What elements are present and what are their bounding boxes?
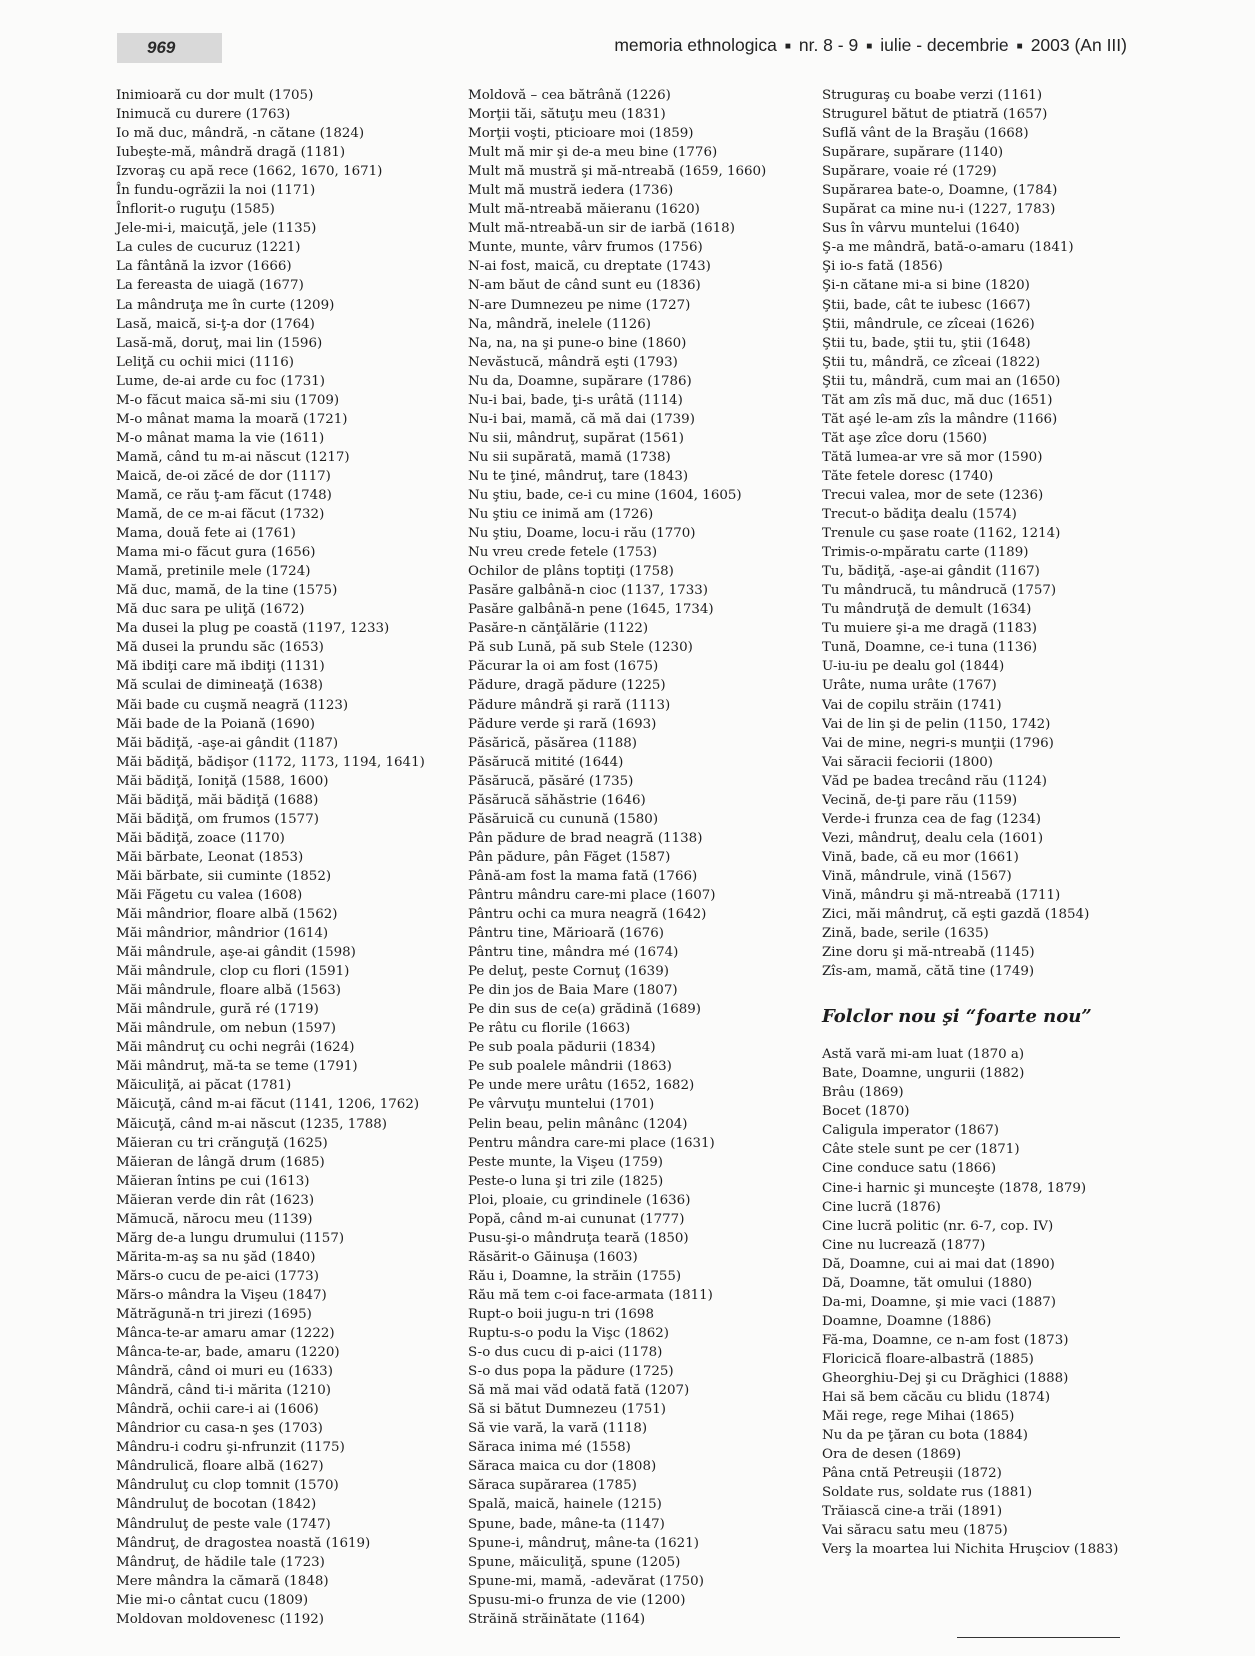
index-entry: Mărs-o mândra la Vişeu (1847)	[116, 1287, 327, 1303]
index-entry: Să mă mai văd odată fată (1207)	[468, 1383, 690, 1399]
index-entry: S-o dus cucu di p-aici (1178)	[468, 1345, 663, 1361]
index-entry: Mă duc, mamă, de la tine (1575)	[116, 583, 338, 599]
index-entry: Supărarea bate-o, Doamne, (1784)	[822, 183, 1058, 199]
index-entry: Bocet (1870)	[822, 1104, 910, 1120]
index-entry: Măi mândrule, om nebun (1597)	[116, 1021, 337, 1037]
index-entry: La cules de cucuruz (1221)	[116, 240, 301, 256]
index-entry: Trecut-o bădiţa dealu (1574)	[822, 507, 1017, 523]
index-entry: Să si bătut Dumnezeu (1751)	[468, 1402, 667, 1418]
index-entry: Dă, Doamne, tăt omului (1880)	[822, 1275, 1033, 1291]
index-entry: Mândră, ochii care-i ai (1606)	[116, 1402, 319, 1418]
index-entry: Tăt aşe zîce doru (1560)	[822, 430, 988, 446]
index-entry: Mândruluţ de peste vale (1747)	[116, 1516, 331, 1532]
index-entry: Înflorit-o ruguţu (1585)	[116, 202, 275, 218]
index-entry: Tăt am zîs mă duc, mă duc (1651)	[822, 392, 1053, 408]
index-entry: M-o mânat mama la vie (1611)	[116, 430, 325, 446]
index-entry: Vecină, de-ţi pare rău (1159)	[822, 792, 1018, 808]
index-entry: Mânca-te-ar amaru amar (1222)	[116, 1326, 335, 1342]
index-entry: Pentru mândra care-mi place (1631)	[468, 1135, 715, 1151]
index-entry: Mie mi-o cântat cucu (1809)	[116, 1592, 309, 1608]
index-entry: Mătrăgună-n tri jirezi (1695)	[116, 1307, 312, 1322]
index-entry: Pădure verde şi rară (1693)	[468, 716, 657, 732]
index-entry: La mândruţa me în curte (1209)	[116, 297, 335, 313]
index-entry: Pe sub poala pădurii (1834)	[468, 1040, 656, 1056]
index-entry: Mamă, ce rău ţ-am făcut (1748)	[116, 487, 332, 503]
index-entry: Măi mândrule, gură ré (1719)	[116, 1002, 319, 1018]
index-entry: Măi bădiţă, bădişor (1172, 1173, 1194, 1641)	[116, 754, 425, 770]
index-entry: M-o mânat mama la moară (1721)	[116, 411, 348, 427]
index-entry: Ochilor de plâns toptiţi (1758)	[468, 564, 674, 580]
index-entry: Măi mândrior, mândrior (1614)	[116, 926, 329, 942]
index-entry: Fă-ma, Doamne, ce n-am fost (1873)	[822, 1332, 1069, 1348]
index-entry: N-are Dumnezeu pe nime (1727)	[468, 297, 691, 313]
index-entry: Măi bădiţă, om frumos (1577)	[116, 811, 319, 827]
index-entry: Măi bărbate, Leonat (1853)	[116, 849, 304, 865]
index-entry: Supărare, voaie ré (1729)	[822, 164, 997, 180]
index-entry: Măi mândrior, floare albă (1562)	[116, 907, 338, 923]
index-entry: Cine-i harnic şi munceşte (1878, 1879)	[822, 1180, 1087, 1196]
separator-icon: ■	[784, 41, 791, 52]
index-entry: Strugurel bătut de ptiatră (1657)	[822, 107, 1048, 123]
index-entry: Tăt aşé le-am zîs la mândre (1166)	[822, 411, 1058, 427]
index-entry: Vai săracu satu meu (1875)	[822, 1523, 1008, 1539]
index-entry: Spune-i, mândruţ, mâne-ta (1621)	[468, 1535, 699, 1551]
index-entry: Până-am fost la mama fată (1766)	[468, 868, 698, 884]
index-entry: Vină, mândru şi mă-ntreabă (1711)	[822, 887, 1061, 903]
index-entry: Ruptu-s-o podu la Vişc (1862)	[468, 1326, 670, 1342]
index-entry: Pe sub poalele mândrii (1863)	[468, 1059, 672, 1075]
journal-info	[614, 33, 1127, 59]
index-entry: Nu sii supărată, mamă (1738)	[468, 449, 671, 465]
index-entry: Ma dusei la plug pe coastă (1197, 1233)	[116, 621, 390, 637]
index-entry: Trenule cu şase roate (1162, 1214)	[822, 526, 1061, 542]
index-entry: Nu-i bai, bade, ţi-s urâtă (1114)	[468, 392, 683, 408]
index-column-1	[116, 86, 446, 1629]
index-entry: Păcurar la oi am fost (1675)	[468, 659, 659, 675]
index-entry: N-am băut de când sunt eu (1836)	[468, 278, 701, 294]
index-entry: Măieran verde din rât (1623)	[116, 1192, 315, 1208]
index-entry: Popă, când m-ai cununat (1777)	[468, 1211, 685, 1227]
index-entry: Măi bădiţă, Ioniţă (1588, 1600)	[116, 773, 329, 789]
index-entry: Câte stele sunt pe cer (1871)	[822, 1142, 1020, 1158]
index-entry: Lasă, maică, si-ţ-a dor (1764)	[116, 316, 315, 332]
index-entry: Mărita-m-aş sa nu şăd (1840)	[116, 1249, 316, 1265]
index-entry: Străină străinătate (1164)	[468, 1611, 646, 1627]
section-items	[822, 1045, 1162, 1559]
index-entry: Tătă lumea-ar vre să mor (1590)	[822, 449, 1043, 465]
index-entry: Ştii tu, mândră, cum mai an (1650)	[822, 373, 1061, 389]
index-entry: Măieran întins pe cui (1613)	[116, 1173, 310, 1189]
index-entry: Caligula imperator (1867)	[822, 1123, 1000, 1139]
index-entry: Mult mă mustră iedera (1736)	[468, 183, 674, 199]
index-entry: Iubeşte-mă, mândră dragă (1181)	[116, 145, 346, 161]
index-entry: Mamă, de ce m-ai făcut (1732)	[116, 507, 325, 523]
index-entry: Pasăre-n cănţălărie (1122)	[468, 621, 649, 637]
index-entry: Pân pădure, pân Făget (1587)	[468, 849, 671, 865]
index-entry: Mere mândra la cămară (1848)	[116, 1573, 329, 1589]
index-entry: Mama, două fete ai (1761)	[116, 526, 296, 542]
index-entry: Strugurаş cu boabe verzi (1161)	[822, 88, 1043, 103]
index-entry: Văd pe badea trecând rău (1124)	[822, 773, 1047, 789]
index-entry: Trecui valea, mor de sete (1236)	[822, 487, 1044, 503]
index-entry: Ştii, bade, cât te iubesc (1667)	[822, 297, 1031, 313]
index-entry: Măicuţă, când m-ai născut (1235, 1788)	[116, 1116, 388, 1132]
index-entry: Măi mândrule, floare albă (1563)	[116, 983, 342, 999]
index-column-3	[822, 86, 1162, 1559]
index-entry: Urâte, numa urâte (1767)	[822, 678, 997, 694]
journal-year: 2003 (An III)	[1030, 35, 1127, 55]
index-entry: Spune, bade, mâne-ta (1147)	[468, 1516, 665, 1532]
index-entry: Zîs-am, mamă, cătă tine (1749)	[822, 964, 1035, 980]
index-entry: Pădure mândră şi rară (1113)	[468, 697, 671, 713]
index-entry: Leliţă cu ochii mici (1116)	[116, 354, 294, 370]
index-entry: Spune, măiculiţă, spune (1205)	[468, 1554, 681, 1570]
index-entry: Măi bărbate, sii cuminte (1852)	[116, 868, 332, 884]
index-entry: Măi bade cu cuşmă neagră (1123)	[116, 697, 349, 713]
index-entry: Vai de lin şi de pelin (1150, 1742)	[822, 716, 1051, 732]
separator-icon: ■	[866, 41, 873, 52]
index-entry: Măicuţă, când m-ai făcut (1141, 1206, 1762)	[116, 1097, 420, 1113]
index-entry: Nu da, Doamne, supărare (1786)	[468, 373, 692, 389]
index-entry: Tăte fetele doresc (1740)	[822, 468, 994, 484]
index-entry: Măi mândrule, clop cu flori (1591)	[116, 964, 350, 980]
index-entry: Pădure, dragă pădure (1225)	[468, 678, 666, 694]
index-entry: Săraca supărarea (1785)	[468, 1478, 637, 1494]
index-entry: Inimucă cu durere (1763)	[116, 107, 291, 123]
index-entry: Măi bădiţă, măi bădiţă (1688)	[116, 792, 319, 808]
index-entry: Verde-i frunza cea de fag (1234)	[822, 811, 1041, 827]
index-entry: Vină, mândrule, vină (1567)	[822, 868, 1012, 884]
index-entry: Ş-a me mândră, bată-o-amaru (1841)	[822, 240, 1074, 256]
index-entry: Pântru tine, Mărioară (1676)	[468, 926, 664, 942]
index-entry: Păsărucă mitité (1644)	[468, 754, 624, 770]
index-entry: Spusu-mi-o frunza de vie (1200)	[468, 1592, 686, 1608]
index-entry: Mă dusei la prundu săc (1653)	[116, 640, 324, 656]
index-entry: Vezi, mândruţ, dealu cela (1601)	[822, 830, 1044, 846]
index-entry: Verş la moartea lui Nichita Hruşciov (1883)	[822, 1542, 1119, 1558]
page-header	[0, 0, 1255, 75]
index-entry: Mărs-o cucu de pe-aici (1773)	[116, 1268, 319, 1284]
index-entry: Păsărucă, păsăré (1735)	[468, 773, 634, 789]
index-entry: Na, mândră, inelele (1126)	[468, 316, 652, 332]
index-entry: Rău mă tem c-oi face-armata (1811)	[468, 1287, 713, 1303]
index-entry: Mândru-i codru şi-nfrunzit (1175)	[116, 1440, 345, 1456]
index-entry: Pâna cntă Petreuşii (1872)	[822, 1466, 1002, 1482]
index-entry: Nu ştiu ce inimă am (1726)	[468, 507, 654, 523]
index-entry: S-o dus popa la pădure (1725)	[468, 1364, 674, 1380]
index-entry: Nu ştiu, Doame, locu-i rău (1770)	[468, 526, 696, 542]
index-entry: Bate, Doamne, ungurii (1882)	[822, 1066, 1025, 1082]
index-entry: Cine nu lucrează (1877)	[822, 1237, 986, 1253]
index-entry: Pântru mândru care-mi place (1607)	[468, 887, 716, 903]
index-entry: Mânca-te-ar, bade, amaru (1220)	[116, 1345, 340, 1361]
index-entry: Izvoraş cu apă rece (1662, 1670, 1671)	[116, 164, 383, 180]
separator-icon: ■	[1016, 41, 1023, 52]
index-entry: Pe vârvuţu muntelui (1701)	[468, 1097, 655, 1113]
index-entry: Mult mă mustră şi mă-ntreabă (1659, 1660)	[468, 164, 767, 180]
index-entry: Mă duc sara pe uliţă (1672)	[116, 602, 305, 618]
index-entry: Moldovă – cea bătrână (1226)	[468, 88, 671, 103]
index-entry: Cine lucră (1876)	[822, 1199, 941, 1215]
index-entry: Na, na, na şi pune-o bine (1860)	[468, 335, 687, 351]
index-entry: Măieran de lângă drum (1685)	[116, 1154, 325, 1170]
index-entry: Măi mândruţ, mă-ta se teme (1791)	[116, 1059, 358, 1075]
index-entry: Doamne, Doamne (1886)	[822, 1313, 992, 1329]
page-number: 969	[117, 33, 222, 63]
index-entry: Spune-mi, mamă, -adevărat (1750)	[468, 1573, 704, 1589]
index-entry: Spală, maică, hainele (1215)	[468, 1497, 662, 1513]
index-entry: Nu da pe ţăran cu bota (1884)	[822, 1428, 1028, 1444]
index-entry: Inimioară cu dor mult (1705)	[116, 88, 314, 103]
index-entry: Supărat ca mine nu-i (1227, 1783)	[822, 202, 1056, 218]
index-entry: Mândrulică, floare albă (1627)	[116, 1459, 324, 1475]
index-entry: Nevăstucă, mândră eşti (1793)	[468, 354, 678, 370]
index-entry: Lume, de-ai arde cu foc (1731)	[116, 373, 326, 389]
index-entry: Mult mă-ntreabă-un sir de iarbă (1618)	[468, 221, 735, 237]
index-entry: Pusu-şi-o mândruţa teară (1850)	[468, 1230, 689, 1246]
index-entry: Mămucă, nărocu meu (1139)	[116, 1211, 313, 1227]
index-entry: La fereasta de uiagă (1677)	[116, 278, 304, 294]
index-entry: Supărare, supărare (1140)	[822, 145, 1004, 161]
index-entry: Zină, bade, serile (1635)	[822, 926, 989, 942]
index-entry: Rău i, Doamne, la străin (1755)	[468, 1268, 682, 1284]
index-entry: Suflă vânt de la Braşău (1668)	[822, 126, 1029, 142]
index-entry: La fântână la izvor (1666)	[116, 259, 292, 275]
index-entry: Mama mi-o făcut gura (1656)	[116, 545, 316, 561]
index-entry: Nu te ţiné, mândruţ, tare (1843)	[468, 468, 689, 484]
index-entry: Mamă, pretinile mele (1724)	[116, 564, 311, 580]
section-title: Folclor nou şi “foarte nou”	[822, 1006, 1092, 1028]
index-entry: Cine lucră politic (nr. 6-7, cop. IV)	[822, 1218, 1054, 1234]
index-entry: Maică, de-oi zăcé de dor (1117)	[116, 468, 331, 484]
index-entry: Nu-i bai, mamă, că mă dai (1739)	[468, 411, 695, 427]
index-entry: Pân pădure de brad neagră (1138)	[468, 830, 703, 846]
index-entry: Tu muiere şi-a me dragă (1183)	[822, 621, 1038, 637]
index-entry: Pe deluţ, peste Cornuţ (1639)	[468, 964, 669, 980]
index-entry: Măi Făgetu cu valea (1608)	[116, 887, 303, 903]
index-entry: Morţii voşti, pticioare moi (1859)	[468, 126, 694, 142]
index-entry: În fundu-ogrăzii la noi (1171)	[116, 183, 316, 199]
index-entry: Trăiască cine-a trăi (1891)	[822, 1504, 1003, 1520]
index-entry: Vai de mine, negri-s munţii (1796)	[822, 735, 1054, 751]
index-entry: Măi rege, rege Mihai (1865)	[822, 1409, 1015, 1425]
index-entry: Măi mândrule, aşe-ai gândit (1598)	[116, 945, 356, 961]
index-entry: Măi bădiţă, -aşe-ai gândit (1187)	[116, 735, 339, 751]
index-entry: Gheorghiu-Dej şi cu Drăghici (1888)	[822, 1371, 1069, 1386]
index-entry: Măieran cu tri crănguţă (1625)	[116, 1135, 328, 1151]
index-entry: Peste munte, la Vişeu (1759)	[468, 1154, 663, 1170]
index-entry: Mă ibdiţi care mă ibdiţi (1131)	[116, 659, 325, 675]
index-entry: Tu, bădiţă, -aşe-ai gândit (1167)	[822, 564, 1040, 580]
index-entry: Astă vară mi-am luat (1870 a)	[822, 1047, 1025, 1063]
index-entry: Mândră, când ti-i mărita (1210)	[116, 1383, 331, 1399]
index-entry: Şi io-s fată (1856)	[822, 259, 943, 275]
index-entry: Nu vreu crede fetele (1753)	[468, 545, 658, 561]
index-entry: Ploi, ploaie, cu grindinele (1636)	[468, 1192, 691, 1208]
index-entry: Sus în vârvu muntelui (1640)	[822, 221, 1020, 237]
index-entry: U-iu-iu pe dealu gol (1844)	[822, 659, 1005, 675]
index-entry: Săraca maica cu dor (1808)	[468, 1459, 657, 1475]
index-entry: Pântru tine, mândra mé (1674)	[468, 945, 679, 961]
index-entry: Mândruluţ de bocotan (1842)	[116, 1497, 317, 1513]
index-entry: Să vie vară, la vară (1118)	[468, 1421, 648, 1437]
index-entry: Mărg de-a lungu drumului (1157)	[116, 1230, 345, 1246]
index-entry: Săraca inima mé (1558)	[468, 1440, 631, 1456]
index-entry: Nu sii, mândruţ, supărat (1561)	[468, 430, 684, 446]
index-entry: Pe râtu cu florile (1663)	[468, 1021, 631, 1037]
index-entry: Io mă duc, mândră, -n cătane (1824)	[116, 126, 365, 142]
journal-period: iulie - decembrie	[880, 35, 1009, 55]
index-entry: Pasăre galbână-n cioc (1137, 1733)	[468, 583, 708, 599]
index-entry: Păsăruică cu cunună (1580)	[468, 811, 659, 827]
index-entry: Lasă-mă, doruţ, mai lin (1596)	[116, 335, 323, 351]
index-entry: Vină, bade, că eu mor (1661)	[822, 849, 1019, 865]
index-entry: Ştii, mândrule, ce zîceai (1626)	[822, 316, 1035, 332]
journal-title: memoria ethnologica	[614, 35, 777, 55]
index-entry: Pelin beau, pelin mânânc (1204)	[468, 1116, 688, 1132]
index-entry: Mult mă mir şi de-a meu bine (1776)	[468, 145, 718, 161]
index-column-2	[468, 86, 808, 1629]
index-entry: Da-mi, Doamne, şi mie vaci (1887)	[822, 1294, 1056, 1310]
index-entry: Mândră, când oi muri eu (1633)	[116, 1364, 333, 1380]
index-entry: Ştii tu, mândră, ce zîceai (1822)	[822, 354, 1041, 370]
journal-issue: nr. 8 - 9	[798, 35, 859, 55]
index-entry: Pă sub Lună, pă sub Stele (1230)	[468, 640, 693, 656]
index-entry: Şi-n cătane mi-a si bine (1820)	[822, 278, 1030, 294]
index-entry: Mândruţ, de dragostea noastă (1619)	[116, 1535, 371, 1551]
index-entry: Pe din jos de Baia Mare (1807)	[468, 983, 678, 999]
index-entry: Tu mândrucă, tu mândrucă (1757)	[822, 583, 1057, 599]
index-entry: Brâu (1869)	[822, 1085, 904, 1101]
index-entry: Rupt-o boii jugu-n tri (1698	[468, 1307, 654, 1322]
index-entry: Măi mândruţ cu ochi negrâi (1624)	[116, 1040, 355, 1056]
index-entry: Pe din sus de ce(a) grădină (1689)	[468, 1002, 702, 1018]
index-entry: Vai săracii feciorii (1800)	[822, 754, 993, 770]
index-entry: Floricică floare-albastră (1885)	[822, 1351, 1034, 1367]
index-entry: Păsărucă săhăstrie (1646)	[468, 792, 646, 808]
index-entry: Ştii tu, bade, ştii tu, ştii (1648)	[822, 335, 1031, 351]
index-entry: Mândrior cu casa-n şes (1703)	[116, 1421, 323, 1437]
index-entry: Zici, măi mândruţ, că eşti gazdă (1854)	[822, 907, 1090, 923]
index-entry: Măi bade de la Poiană (1690)	[116, 716, 316, 732]
index-entry: Cine conduce satu (1866)	[822, 1161, 997, 1177]
index-entry: Răsărit-o Găinuşa (1603)	[468, 1249, 638, 1265]
index-entry: Peste-o luna şi tri zile (1825)	[468, 1173, 664, 1189]
index-entry: Mândruluţ cu clop tomnit (1570)	[116, 1478, 339, 1494]
index-entry: Jele-mi-i, maicuţă, jele (1135)	[116, 221, 317, 237]
index-entry: Pasăre galbână-n pene (1645, 1734)	[468, 602, 714, 618]
index-entry: Mamă, când tu m-ai născut (1217)	[116, 449, 350, 465]
index-entry: Ora de desen (1869)	[822, 1447, 962, 1463]
index-entry: N-ai fost, maică, cu dreptate (1743)	[468, 259, 711, 275]
column-3-entries	[822, 86, 1162, 981]
index-entry: Pântru ochi ca mura neagră (1642)	[468, 907, 707, 923]
index-entry: Nu ştiu, bade, ce-i cu mine (1604, 1605)	[468, 487, 742, 503]
index-entry: Hai să bem căcău cu blidu (1874)	[822, 1390, 1051, 1406]
index-entry: Mult mă-ntreabă măieranu (1620)	[468, 202, 700, 218]
index-entry: Pe unde mere urâtu (1652, 1682)	[468, 1078, 695, 1094]
index-entry: Tună, Doamne, ce-i tuna (1136)	[822, 640, 1038, 656]
index-entry: M-o făcut maica să-mi siu (1709)	[116, 392, 340, 408]
index-entry: Măi bădiţă, zoace (1170)	[116, 830, 285, 846]
index-entry: Soldate rus, soldate rus (1881)	[822, 1485, 1033, 1501]
index-entry: Mă sculai de dimineaţă (1638)	[116, 678, 324, 694]
index-entry: Trimis-o-mpăratu carte (1189)	[822, 545, 1029, 561]
index-entry: Mândruţ, de hădile tale (1723)	[116, 1554, 325, 1570]
index-entry: Moldovan moldovenesc (1192)	[116, 1611, 324, 1627]
index-entry: Zine doru şi mă-ntreabă (1145)	[822, 945, 1035, 961]
index-entry: Dă, Doamne, cui ai mai dat (1890)	[822, 1256, 1055, 1272]
index-entry: Tu mândruţă de demult (1634)	[822, 602, 1032, 618]
index-entry: Măiculiţă, ai păcat (1781)	[116, 1078, 292, 1094]
index-entry: Păsărică, păsărea (1188)	[468, 735, 638, 751]
index-entry: Munte, munte, vârv frumos (1756)	[468, 240, 703, 256]
footer-rule	[957, 1637, 1120, 1638]
index-entry: Vai de copilu străin (1741)	[822, 697, 1002, 713]
index-entry: Morţii tăi, sătuţu meu (1831)	[468, 107, 666, 123]
